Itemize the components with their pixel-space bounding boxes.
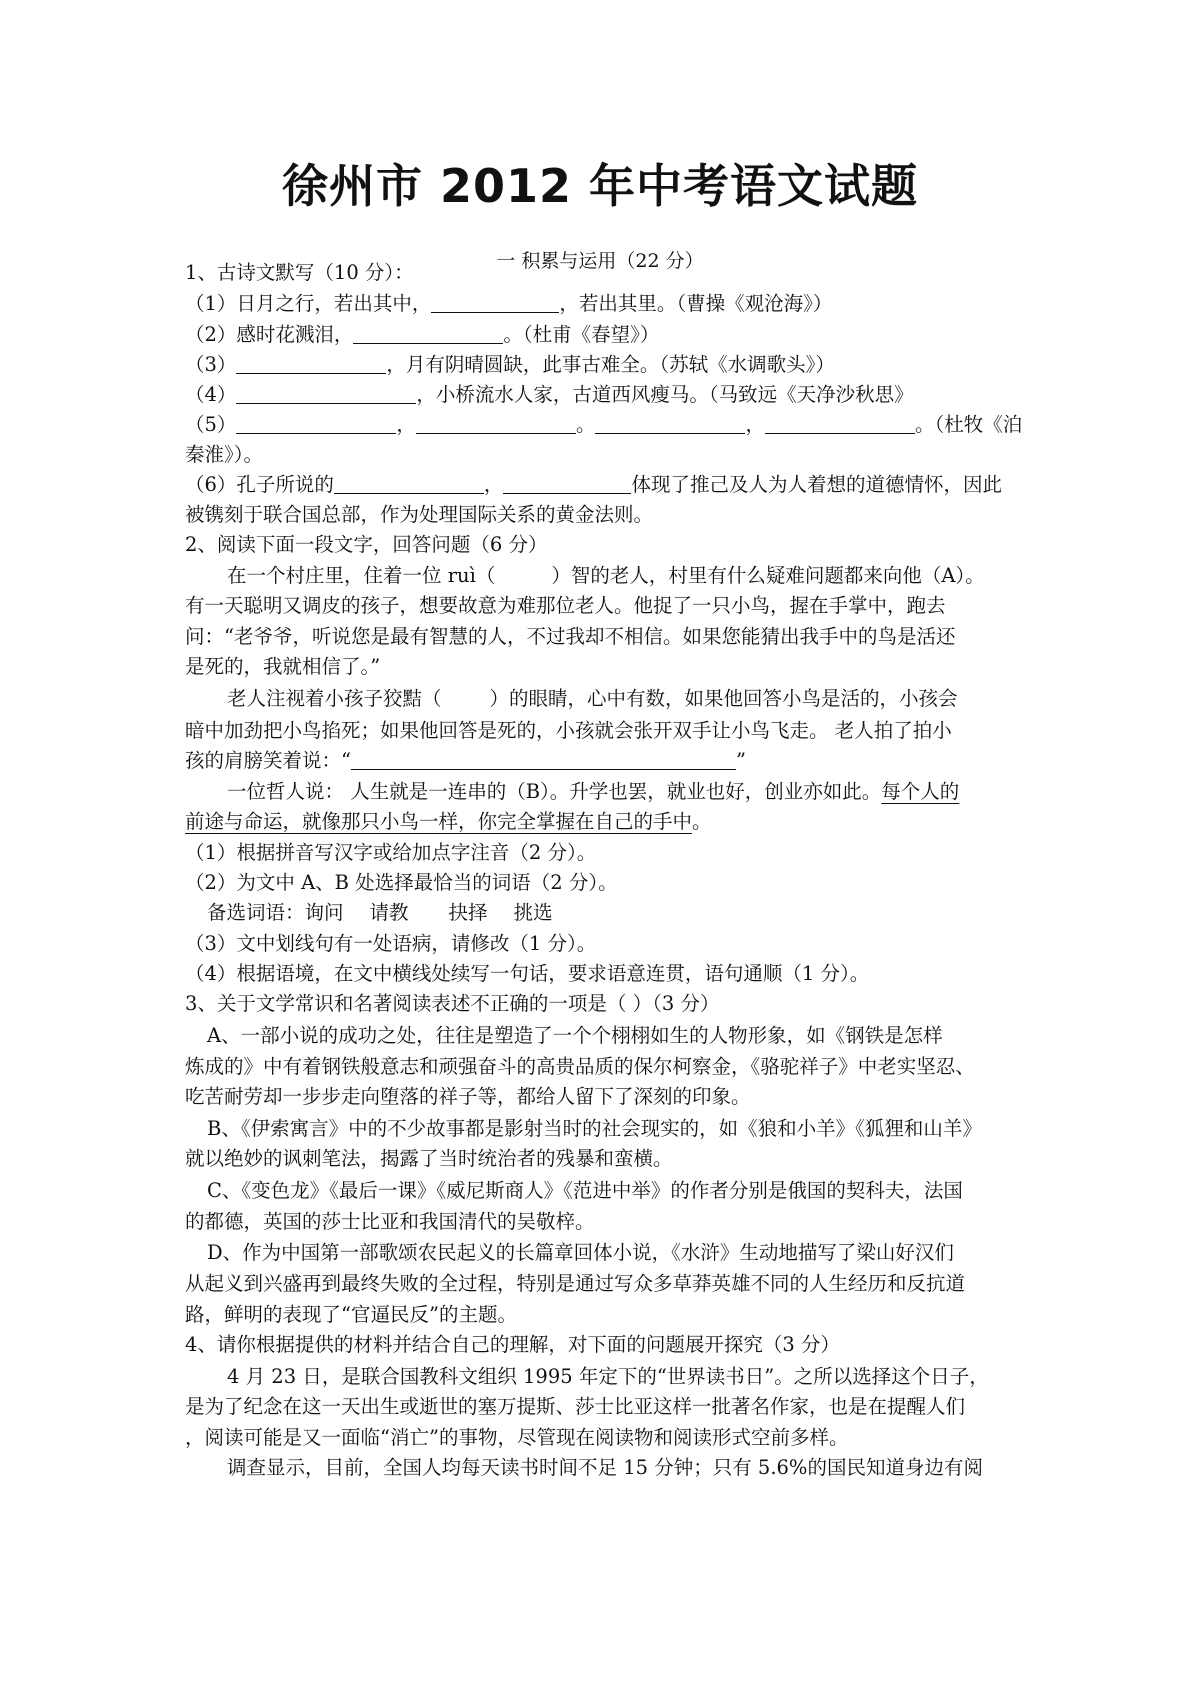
option-d-cont: 从起义到兴盛再到最终失败的全过程，特别是通过写众多草莽英雄不同的人生经历和反抗道: [185, 1272, 966, 1295]
option-d-cont: 路，鲜明的表现了“官逼民反”的主题。: [185, 1303, 517, 1326]
question-1-item-2: （2）感时花溅泪， 。（杜甫《春望》）: [185, 323, 660, 346]
word-option: 询问: [304, 901, 344, 924]
section-heading: 一 积累与运用（22 分）: [496, 250, 704, 272]
answer-blank[interactable]: [595, 411, 745, 434]
question-1-item-3: （3） ，月有阴晴圆缺，此事古难全。（苏轼《水调歌头》）: [185, 353, 835, 376]
passage-line: 前途与命运，就像那只小鸟一样，你完全掌握在自己的手中。: [185, 810, 712, 833]
passage-line: 在一个村庄里，住着一位 ruì（ ）智的老人，村里有什么疑难问题都来向他（A）。: [227, 564, 985, 587]
option-b-cont: 就以绝妙的讽刺笔法，揭露了当时统治者的残暴和蛮横。: [185, 1147, 673, 1170]
option-c-cont: 的都德，英国的莎士比亚和我国清代的吴敬梓。: [185, 1210, 595, 1233]
word-option: 抉择: [448, 901, 488, 924]
question-1-item-5: （5） ， 。 ， 。（杜牧《泊: [185, 413, 1023, 436]
question-1-item-4: （4） ，小桥流水人家，古道西风瘦马。（马致远《天净沙秋思》: [185, 383, 914, 406]
question-1-item-1: （1）日月之行，若出其中， ，若出其里。（曹操《观沧海》）: [185, 292, 833, 315]
passage-line: 4 月 23 日，是联合国教科文组织 1995 年定下的“世界读书日”。之所以选择这个日子，: [227, 1365, 989, 1388]
question-1-item-6: （6）孔子所说的 ， 体现了推己及人为人着想的道德情怀，因此: [185, 473, 1002, 496]
question-2-sub-2: （2）为文中 A、B 处选择最恰当的词语（2 分）。: [185, 871, 618, 894]
answer-blank[interactable]: [236, 381, 416, 404]
underlined-sentence: 每个人的: [881, 780, 960, 803]
page-title: 徐州市 2012 年中考语文试题: [281, 159, 919, 213]
question-1-heading: 1、古诗文默写（10 分）：: [185, 261, 414, 284]
option-a-cont: 吃苦耐劳却一步步走向堕落的祥子等，都给人留下了深刻的印象。: [185, 1085, 751, 1108]
answer-blank[interactable]: [765, 411, 915, 434]
word-option: 请教: [369, 901, 409, 924]
answer-blank[interactable]: [353, 321, 503, 344]
answer-blank[interactable]: [431, 290, 559, 313]
answer-blank[interactable]: [503, 471, 631, 494]
option-d: D、作为中国第一部歌颂农民起义的长篇章回体小说，《水浒》生动地描写了梁山好汉们: [207, 1241, 954, 1264]
question-1-item-6-cont: 被镌刻于联合国总部，作为处理国际关系的黄金法则。: [185, 503, 654, 526]
passage-line: 调查显示，目前，全国人均每天读书时间不足 15 分钟；只有 5.6%的国民知道身边有阅: [227, 1456, 983, 1479]
passage-line: 暗中加劲把小鸟掐死；如果他回答是死的，小孩就会张开双手让小鸟飞走。 老人拍了拍小: [185, 719, 952, 742]
passage-line: 问：“老爷爷，听说您是最有智慧的人，不过我却不相信。如果您能猜出我手中的鸟是活还: [185, 625, 956, 648]
passage-line: ，阅读可能是又一面临“消亡”的事物，尽管现在阅读物和阅读形式空前多样。: [185, 1426, 849, 1449]
option-a: A、一部小说的成功之处，往往是塑造了一个个栩栩如生的人物形象，如《钢铁是怎样: [207, 1024, 943, 1047]
passage-line: 一位哲人说： 人生就是一连串的（B）。升学也罢，就业也好，创业亦如此。每个人的: [227, 780, 960, 803]
passage-line: 是死的，我就相信了。”: [185, 655, 381, 678]
passage-line: 是为了纪念在这一天出生或逝世的塞万提斯、莎士比亚这样一批著名作家，也是在提醒人们: [185, 1395, 966, 1418]
answer-blank[interactable]: [236, 351, 386, 374]
option-a-cont: 炼成的》中有着钢铁般意志和顽强奋斗的高贵品质的保尔柯察金，《骆驼祥子》中老实坚忍、: [185, 1055, 975, 1078]
question-2-sub-1: （1）根据拼音写汉字或给加点字注音（2 分）。: [185, 841, 597, 864]
question-2-heading: 2、阅读下面一段文字，回答问题（6 分）: [185, 533, 548, 556]
passage-line: 有一天聪明又调皮的孩子，想要故意为难那位老人。他捉了一只小鸟，握在手掌中，跑去: [185, 594, 946, 617]
question-2-sub-4: （4）根据语境，在文中横线处续写一句话，要求语意连贯，语句通顺（1 分）。: [185, 962, 870, 985]
passage-line: 老人注视着小孩子狡黠（ ）的眼睛，心中有数，如果他回答小鸟是活的，小孩会: [227, 687, 958, 710]
underlined-sentence: 前途与命运，就像那只小鸟一样，你完全掌握在自己的手中: [185, 810, 693, 833]
answer-blank[interactable]: [334, 471, 484, 494]
question-1-item-5-cont: 秦淮》）。: [185, 443, 264, 466]
question-4-heading: 4、请你根据提供的材料并结合自己的理解，对下面的问题展开探究（3 分）: [185, 1333, 841, 1356]
word-options: 备选词语：询问 请教 抉择 挑选: [207, 901, 553, 924]
option-b: B、《伊索寓言》中的不少故事都是影射当时的社会现实的，如《狼和小羊》《狐狸和山羊》: [207, 1117, 982, 1140]
answer-blank[interactable]: [351, 747, 736, 770]
question-3-heading: 3、关于文学常识和名著阅读表述不正确的一项是（ ）（3 分）: [185, 992, 720, 1015]
passage-line: 孩的肩膀笑着说：“ ”: [185, 749, 746, 772]
option-c: C、《变色龙》《最后一课》《威尼斯商人》《范进中举》的作者分别是俄国的契科夫，法国: [207, 1179, 963, 1202]
word-option: 挑选: [513, 901, 553, 924]
answer-blank[interactable]: [236, 411, 396, 434]
answer-blank[interactable]: [416, 411, 576, 434]
question-2-sub-3: （3）文中划线句有一处语病，请修改（1 分）。: [185, 932, 597, 955]
